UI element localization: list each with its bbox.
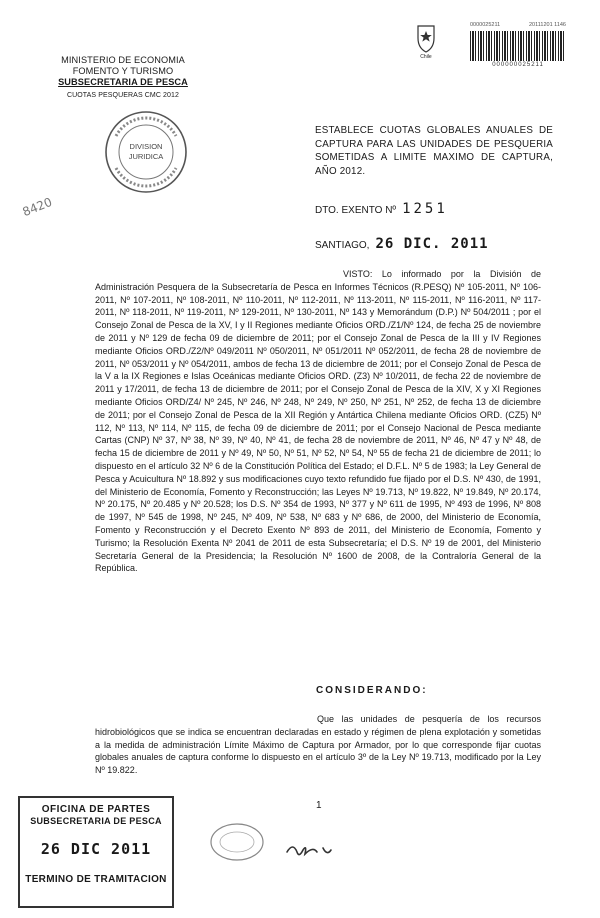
visto-paragraph [95, 268, 541, 575]
ministry-line-1: MINISTERIO DE ECONOMIA [61, 55, 185, 65]
stamp-line-3: TERMINO DE TRAMITACION [25, 874, 167, 885]
signature-mark [283, 838, 335, 862]
page-mark: 1 [316, 800, 322, 811]
decree-number-line [315, 201, 448, 217]
seal-line-1: DIVISION [129, 142, 163, 151]
ministry-line-2: FOMENTO Y TURISMO [72, 66, 174, 76]
barcode-left-text: 0000025211 [470, 22, 501, 28]
considerando-paragraph: Que las unidades de pesquería de los recursos hidrobiológicos que se indica se encuentran declaradas en estado y régimen de plena explotación y sometidas a la medida de administración Límite Máximo de Captura por Armador, por lo que corresponde fijar cuotas globales anuales de captura conforme lo dispuesto en el artículo 3º de la Ley Nº 19.713, modificado por la Ley Nº 19.822. [95, 714, 541, 776]
seal-line-2: JURIDICA [128, 152, 164, 161]
crest-label: Chile [420, 54, 432, 60]
small-reference: CUOTAS PESQUERAS CMC 2012 [66, 92, 180, 99]
handwritten-side-note: 8420 [20, 194, 55, 220]
considerando-heading: CONSIDERANDO: [316, 685, 428, 696]
decree-title: ESTABLECE CUOTAS GLOBALES ANUALES DE CAPTURA PARA LAS UNIDADES DE PESQUERIA SOMETIDAS A LIMITE MAXIMO DE CAPTURA, AÑO 2012. [315, 125, 553, 177]
barcode-icon [470, 31, 566, 61]
small-oval-seal [207, 820, 267, 864]
stamp-date: 26 DIC 2011 [40, 840, 152, 858]
decree-label: DTO. EXENTO Nº [315, 205, 397, 216]
decree-date: 26 DIC. 2011 [375, 236, 489, 252]
ministry-header [38, 55, 208, 101]
barcode-number: 000000025211 [492, 62, 544, 68]
place-label: SANTIAGO, [315, 240, 370, 251]
stamp-line-1: OFICINA DE PARTES [41, 804, 151, 815]
division-juridica-seal [102, 108, 190, 196]
chile-crest-icon [414, 22, 438, 54]
barcode-right-text: 20111201 1146 [528, 22, 566, 28]
place-date-line [315, 236, 489, 252]
decree-number: 1251 [402, 201, 448, 217]
visto-label: VISTO: [343, 269, 373, 279]
stamp-line-2: SUBSECRETARIA DE PESCA [30, 816, 162, 826]
visto-text: Lo informado por la División de Administración Pesquera de la Subsecretaría de Pesca en Informes Técnicos (R.PESQ) Nº 105-2011, Nº 106-2011, Nº 107-2011, Nº 108-2011, Nº 110-2011, Nº 112-2011, Nº 113-2011, Nº 115-2011, Nº 116-2011, Nº 117-2011, Nº 118-2011, Nº 119-2011, Nº 129-2011, Nº 130-2011, Nº 143 y Memorándum (D.P.) Nº 504/2011 ; por el Consejo Zonal de Pesca de la XV, I y II Regiones mediante Oficios ORD./Z1/Nº 124, de fecha 25 de noviembre de 2011 y Nº 129 de fecha 09 de diciembre de 2011; por el Consejo Zonal de Pesca de la III y IV Regiones mediante Oficios ORD./Z2/Nº 049/2011 Nº 050/2011, Nº 051/2011 Nº 052/2011, de fecha 28 de noviembre de 2011, Nº 053/2011 y Nº 054/2011, ambos de fecha 13 de diciembre de 2011; por el Consejo Zonal de Pesca de la V a la IX Regiones e Islas Oceánicas mediante Oficios ORD. (Z3) Nº 10/2011, de fecha 22 de noviembre de 2011 y 17/2011, de fecha 13 de diciembre de 2011; por el Consejo Zonal de Pesca de la XIV, X y XI Regiones mediante Oficios ORD/Z4/ Nº 245, Nº 246, Nº 248, Nº 249, Nº 250, Nº 251, Nº 252, de fecha 13 de diciembre de 2011; por el Consejo Zonal de Pesca de la XII Región y Antártica Chilena mediante Oficios ORD. (CZ5) Nº 112, Nº 113, Nº 114, Nº 115, de fecha 09 de diciembre de 2011; por el Consejo Nacional de Pesca mediante Cartas (CNP) Nº 37, Nº 38, Nº 39, Nº 40, Nº 41, de fecha 28 de noviembre de 2011, Nº 46, Nº 47 y Nº 48, de fecha 15 de diciembre de 2011 y Nº 49, Nº 50, Nº 51, Nº 52, Nº 54, Nº 55 de fecha 21 de diciembre de 2011; lo dispuesto en el artículo 32 Nº 6 de la Constitución Política del Estado; el D.F.L. Nº 5 de 1983; la Ley General de Pesca y Acuicultura Nº 18.892 y sus modificaciones cuyo texto refundido fue fijado por el D.S. Nº 430, de 1991, del Ministerio de Economía, Fomento y Reconstrucción; las Leyes Nº 19.713, Nº 19.822, Nº 19.849, Nº 20.174, Nº 20.175, Nº 20.485 y Nº 20.528; los D.S. Nº 354 de 1993, Nº 377 y Nº 611 de 1995, Nº 493 de 1996, Nº 808 de 1997, Nº 545 de 1998, Nº 245, Nº 409, Nº 538, Nº 683 y Nº 686, de 2000, del Ministerio de Economía, Fomento y Reconstrucción y el Decreto Exento Nº 893 de 2011, del Ministerio de Economía, Fomento y Turismo; la Resolución Exenta Nº 2041 de 2011 de esta Subsecretaría; el D.S. Nº 19 de 2001, del Ministerio Secretaría General de la Presidencia; la Resolución Nº 1600 de 2008, de la Contraloría General de la República. [95, 269, 541, 574]
barcode-block [470, 22, 566, 68]
oficina-partes-stamp [18, 796, 174, 908]
subsecretaria-line: SUBSECRETARIA DE PESCA [58, 77, 188, 87]
